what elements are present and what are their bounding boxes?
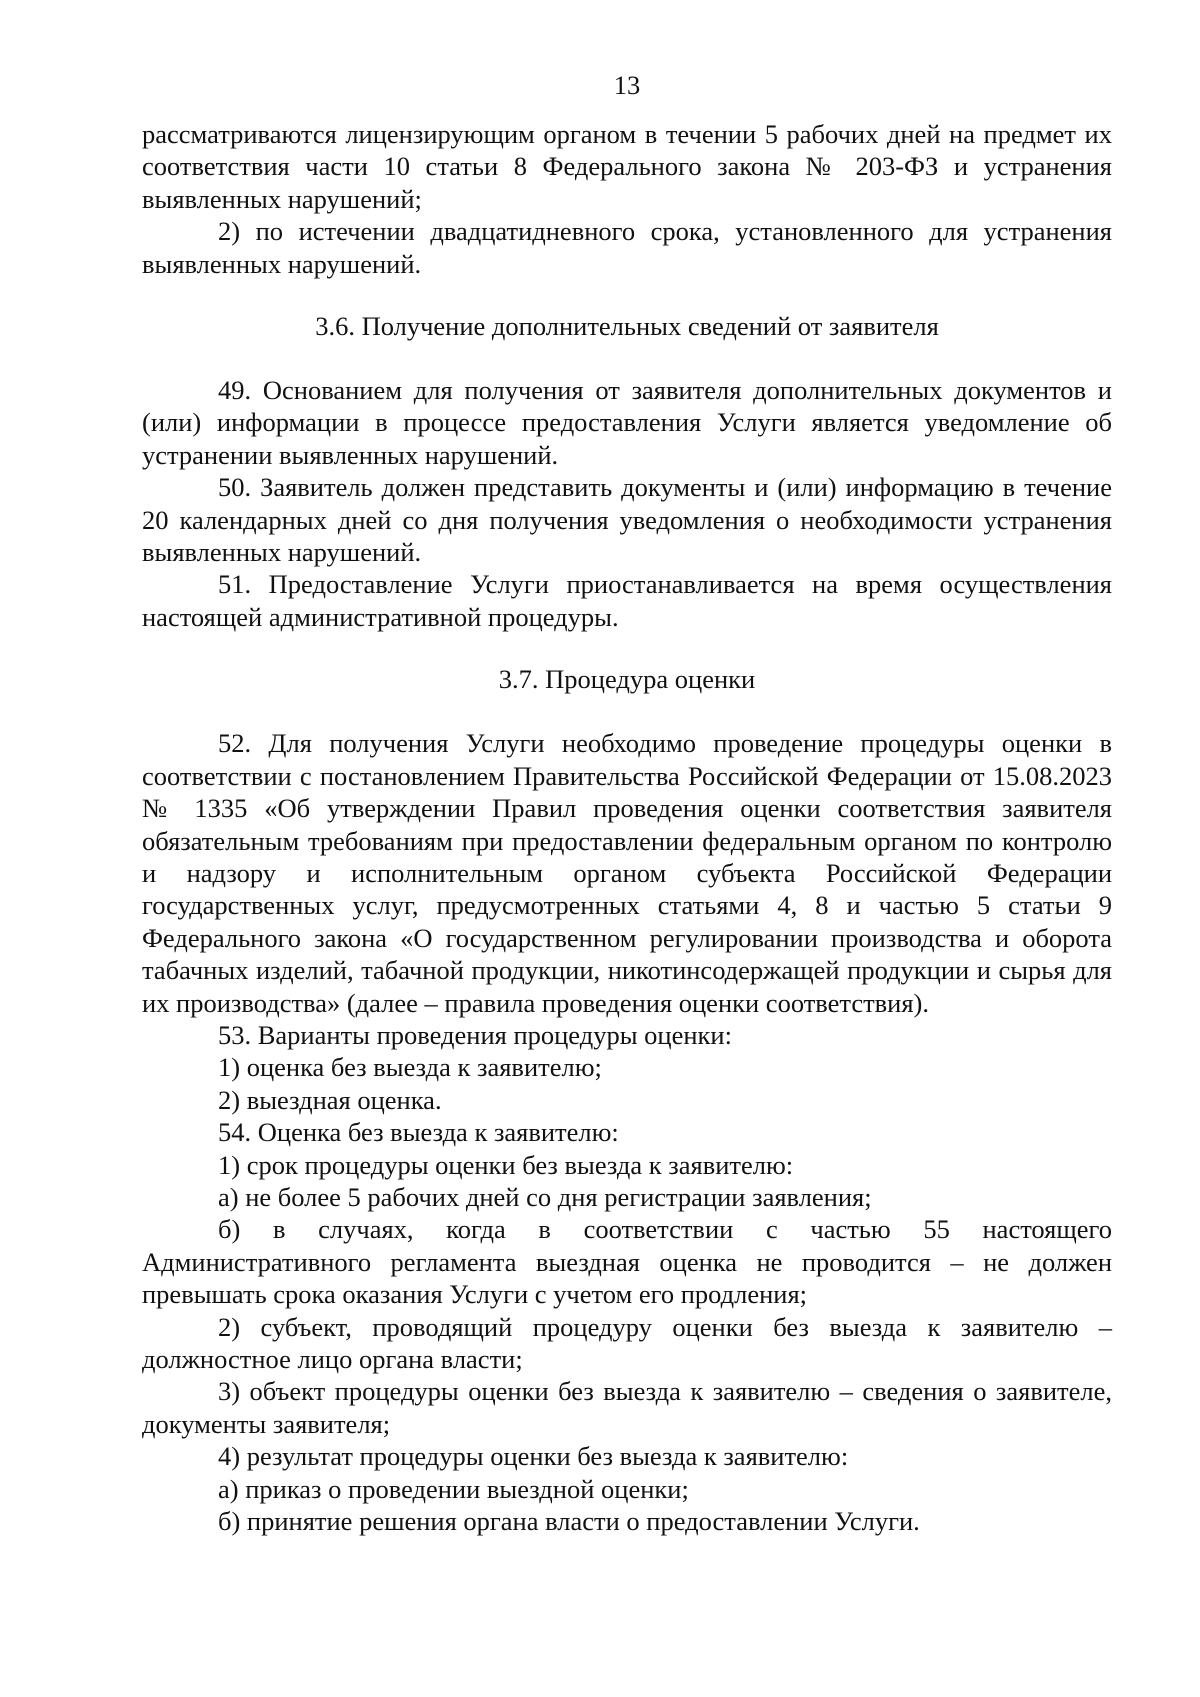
paragraph-item-2-deadline: 2) по истечении двадцатидневного срока, установленного для устранения выявленных нарушений.: [142, 216, 1112, 279]
paragraph-continuation: рассматриваются лицензирующим органом в течении 5 рабочих дней на предмет их соответствия части 10 статьи 8 Федерального закона № 203-ФЗ и устранения выявленных нарушений;: [142, 119, 1112, 214]
paragraph-52: 52. Для получения Услуги необходимо проведение процедуры оценки в соответствии с постановлением Правительства Российской Федерации от 15.08.2023 № 1335 «Об утверждении Правил проведения оценки соответствия заявителя обязательным требованиям при предоставлении федеральным органом по контролю и надзору и исполнительным органом субъекта Российской Федерации государственных услуг, предусмотренных статьями 4, 8 и частью 5 статьи 9 Федерального закона «О государственном регулировании производства и оборота табачных изделий, табачной продукции, никотинсодержащей продукции и сырья для их производства» (далее – правила проведения оценки соответствия).: [142, 728, 1112, 1018]
list-item-54-3: 3) объект процедуры оценки без выезда к заявителю – сведения о заявителе, документы заявителя;: [142, 1376, 1112, 1439]
list-item-54-1: 1) срок процедуры оценки без выезда к заявителю:: [218, 1149, 794, 1180]
paragraph-54: 54. Оценка без выезда к заявителю:: [218, 1117, 619, 1148]
list-item-54-4: 4) результат процедуры оценки без выезда к заявителю:: [218, 1441, 849, 1472]
paragraph-49: 49. Основанием для получения от заявителя дополнительных документов и (или) информации в процессе предоставления Услуги является уведомление об устранении выявленных нарушений.: [142, 375, 1112, 470]
list-item-53-1: 1) оценка без выезда к заявителю;: [218, 1052, 602, 1083]
list-item-54-2: 2) субъект, проводящий процедуру оценки без выезда к заявителю – должностное лицо органа власти;: [142, 1311, 1112, 1374]
page-number: 13: [613, 70, 641, 100]
section-heading-3-6: 3.6. Получение дополнительных сведений от заявителя: [315, 311, 939, 342]
section-heading-3-7: 3.7. Процедура оценки: [498, 664, 756, 695]
list-item-53-2: 2) выездная оценка.: [218, 1084, 442, 1115]
paragraph-53: 53. Варианты проведения процедуры оценки:: [218, 1019, 732, 1050]
paragraph-50: 50. Заявитель должен представить документы и (или) информацию в течение 20 календарных дней со дня получения уведомления о необходимости устранения выявленных нарушений.: [142, 472, 1112, 568]
list-item-54-4-a: а) приказ о проведении выездной оценки;: [218, 1473, 689, 1504]
list-item-54-4-b: б) принятие решения органа власти о предоставлении Услуги.: [218, 1506, 920, 1537]
list-item-54-1-b: б) в случаях, когда в соответствии с частью 55 настоящего Административного регламента выездная оценка не проводится – не должен превышать срока оказания Услуги с учетом его продления;: [142, 1214, 1112, 1310]
list-item-54-1-a: а) не более 5 рабочих дней со дня регистрации заявления;: [218, 1181, 872, 1212]
paragraph-51: 51. Предоставление Услуги приостанавливается на время осуществления настоящей административной процедуры.: [142, 569, 1112, 632]
